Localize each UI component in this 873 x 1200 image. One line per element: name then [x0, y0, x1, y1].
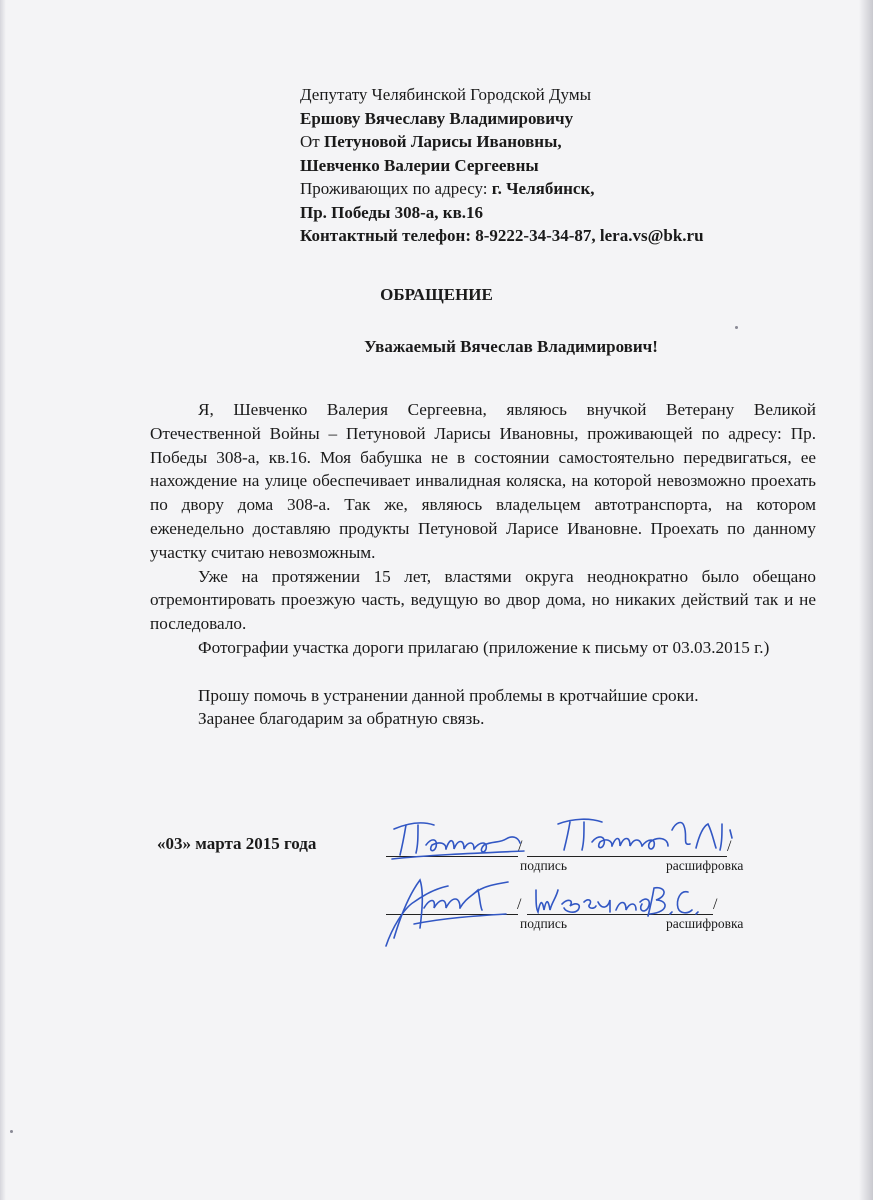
- greeting: [0, 337, 873, 357]
- residence-address: Пр. Победы 308-а, кв.16: [300, 202, 484, 222]
- decode-label-1: расшифровка: [666, 858, 744, 873]
- sender-prefix: От: [300, 132, 324, 151]
- letter-date: «03» марта 2015 года: [157, 834, 317, 853]
- slash-1b: /: [727, 838, 732, 855]
- paragraph-2: Уже на протяжении 15 лет, властями округа неоднократно было обещано отремонтировать проезжую часть, ведущую во двор дома, но никаких действий так и не последовало.: [150, 566, 816, 634]
- paragraph-5: Заранее благодарим за обратную связь.: [198, 709, 485, 729]
- scan-speck: [10, 1130, 13, 1133]
- handwritten-signature-2: [384, 868, 514, 953]
- addressee-line-1: Депутату Челябинской Городской Думы: [300, 85, 592, 104]
- greeting-text: Уважаемый Вячеслав Владимирович!: [364, 337, 658, 356]
- scan-left-edge: [0, 0, 6, 1200]
- document-title: ОБРАЩЕНИЕ: [380, 285, 493, 304]
- scan-right-edge: [859, 0, 873, 1200]
- sender-line: [300, 130, 704, 154]
- letter-body: [150, 398, 816, 731]
- residence-line: [300, 177, 704, 201]
- paragraph-1: Я, Шевченко Валерия Сергеевна, являюсь внучкой Ветерану Великой Отечественной Войны – Петуновой Ларисы Ивановны, проживающей по адресу: Пр. Победы 308-а, кв.16. Моя бабушка не в состоянии самостоятельно передвигаться, ее нахождение на улице обеспечивает инвалидная коляска, на которой невозможно проехать по двору дома 308-а. Так же, являюсь владельцем автотранспорта, на котором еженедельно доставляю продукты Петуновой Ларисе Ивановне. Проехать по данному участку считаю невозможным.: [150, 400, 816, 562]
- decode-label-2: расшифровка: [666, 916, 744, 931]
- paragraph-4: Прошу помочь в устранении данной проблемы в кротчайшие сроки.: [198, 685, 699, 705]
- handwritten-signature-1: [388, 815, 528, 870]
- handwritten-decode-2: [530, 876, 710, 931]
- slash-2b: /: [713, 896, 718, 913]
- handwritten-decode-1: [550, 812, 740, 867]
- addressee-name: Ершову Вячеславу Владимировичу: [300, 108, 574, 128]
- addressee-block: [300, 83, 704, 248]
- slash-2a: /: [517, 896, 522, 913]
- sender-name-2: Шевченко Валерии Сергеевны: [300, 155, 539, 175]
- sign-label-2: подпись: [520, 916, 568, 931]
- sender-name-1: Петуновой Ларисы Ивановны,: [323, 132, 562, 151]
- sign-label-1: подпись: [520, 858, 568, 873]
- scan-speck: [735, 326, 738, 329]
- residence-prefix: Проживающих по адресу:: [300, 179, 492, 198]
- paragraph-3: Фотографии участка дороги прилагаю (приложение к письму от 03.03.2015 г.): [198, 637, 770, 657]
- residence-city: г. Челябинск,: [491, 179, 595, 198]
- contact-line: Контактный телефон: 8-9222-34-34-87, lera.vs@bk.ru: [300, 226, 704, 245]
- slash-1a: /: [518, 838, 523, 855]
